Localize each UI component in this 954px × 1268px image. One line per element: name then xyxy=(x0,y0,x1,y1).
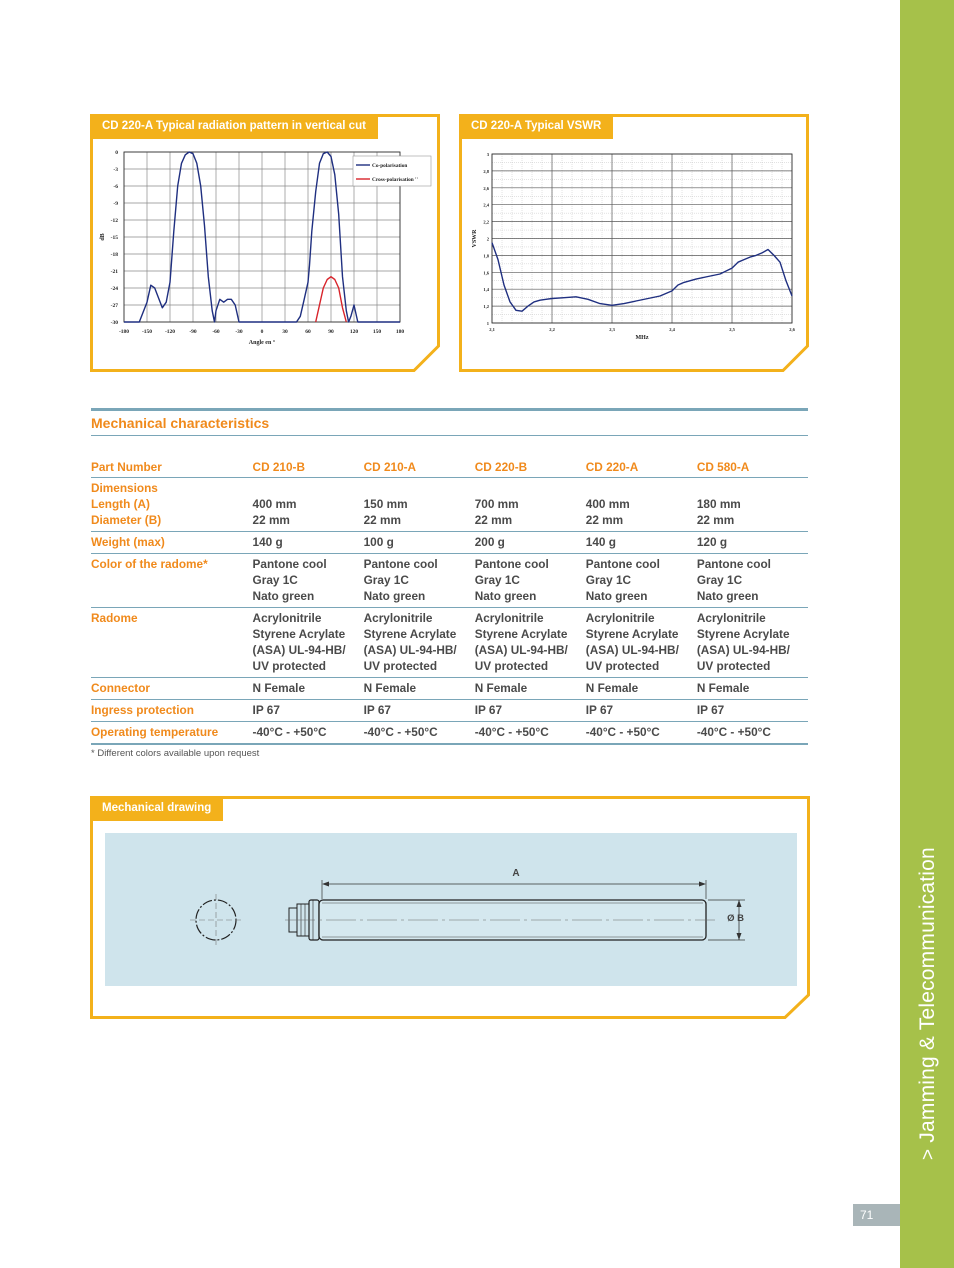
table-cell: 400 mm 22 mm xyxy=(586,478,697,532)
row-label: Weight (max) xyxy=(91,532,253,554)
antenna-drawing xyxy=(105,833,797,986)
table-cell: Pantone cool Gray 1C Nato green xyxy=(586,554,697,608)
table-cell: Acrylonitrile Styrene Acrylate (ASA) UL-94-HB/ UV protected xyxy=(586,608,697,678)
radiation-chart-frame xyxy=(90,114,440,372)
radiation-chart xyxy=(90,114,440,372)
table-cell: -40°C - +50°C xyxy=(697,722,808,745)
spec-table xyxy=(91,457,808,745)
x-tick-label: 30 xyxy=(282,329,288,335)
header-model: CD 210-B xyxy=(253,457,364,478)
table-cell: IP 67 xyxy=(586,700,697,722)
y-tick-label: 1,8 xyxy=(483,253,489,259)
radiation-chart-tab: CD 220-A Typical radiation pattern in vertical cut xyxy=(90,114,378,139)
x-tick-label: -90 xyxy=(189,329,197,335)
page-number: 71 xyxy=(853,1204,900,1226)
y-tick-label: 1,4 xyxy=(483,287,489,293)
x-tick-label: 120 xyxy=(349,329,359,335)
footnote: * Different colors available upon request xyxy=(91,748,260,759)
header-model: CD 220-A xyxy=(586,457,697,478)
table-cell: 180 mm 22 mm xyxy=(697,478,808,532)
table-cell: 700 mm 22 mm xyxy=(475,478,586,532)
mechanical-heading-bar xyxy=(91,408,808,436)
y-axis-label: dB xyxy=(100,233,106,241)
drawing-area xyxy=(105,833,797,986)
y-tick-label: -12 xyxy=(110,218,118,224)
y-tick-label: -6 xyxy=(113,184,118,190)
table-cell: Acrylonitrile Styrene Acrylate (ASA) UL-94-HB/ UV protected xyxy=(253,608,364,678)
table-cell: IP 67 xyxy=(475,700,586,722)
y-tick-label: -30 xyxy=(110,320,118,326)
x-tick-label: 2,6 xyxy=(789,327,795,332)
header-label: Part Number xyxy=(91,457,253,478)
table-row xyxy=(91,532,808,554)
table-cell: N Female xyxy=(586,678,697,700)
x-tick-label: 60 xyxy=(305,329,311,335)
legend-label: Co-polarisation xyxy=(372,163,408,169)
table-cell: N Female xyxy=(697,678,808,700)
x-tick-label: -180 xyxy=(118,329,130,335)
y-tick-label: 2,6 xyxy=(483,185,489,191)
x-tick-label: 150 xyxy=(372,329,382,335)
x-tick-label: -60 xyxy=(212,329,220,335)
y-tick-label: 2,2 xyxy=(483,219,489,225)
table-cell: N Female xyxy=(253,678,364,700)
mechanical-heading: Mechanical characteristics xyxy=(91,415,270,431)
header-model: CD 220-B xyxy=(475,457,586,478)
table-row xyxy=(91,608,808,678)
x-axis-label: Angle en ° xyxy=(248,340,276,346)
table-cell: IP 67 xyxy=(697,700,808,722)
table-cell: Pantone cool Gray 1C Nato green xyxy=(475,554,586,608)
row-label: Ingress protection xyxy=(91,700,253,722)
table-cell: N Female xyxy=(475,678,586,700)
table-cell: -40°C - +50°C xyxy=(586,722,697,745)
vswr-chart-frame xyxy=(459,114,809,372)
table-cell: 140 g xyxy=(253,532,364,554)
y-tick-label: -27 xyxy=(110,303,118,309)
y-tick-label: 2,4 xyxy=(483,202,489,208)
table-row xyxy=(91,678,808,700)
table-cell: Pantone cool Gray 1C Nato green xyxy=(364,554,475,608)
x-axis-label: MHz xyxy=(635,335,649,341)
y-tick-label: -3 xyxy=(113,167,118,173)
y-tick-label: -21 xyxy=(110,269,118,275)
radome-tube xyxy=(285,900,715,940)
table-cell: 200 g xyxy=(475,532,586,554)
drawing-tab: Mechanical drawing xyxy=(90,796,223,821)
table-cell: IP 67 xyxy=(364,700,475,722)
table-cell: -40°C - +50°C xyxy=(364,722,475,745)
table-cell: IP 67 xyxy=(253,700,364,722)
row-label: Dimensions Length (A) Diameter (B) xyxy=(91,478,253,532)
chevron-right-icon: > xyxy=(918,1148,939,1160)
legend-label: Cross-polarisation '' xyxy=(372,177,418,183)
y-tick-label: -9 xyxy=(113,201,118,207)
table-cell: Acrylonitrile Styrene Acrylate (ASA) UL-94-HB/ UV protected xyxy=(697,608,808,678)
x-tick-label: 180 xyxy=(395,329,405,335)
dimension-a xyxy=(322,868,706,899)
table-header-row xyxy=(91,457,808,478)
table-cell: 100 g xyxy=(364,532,475,554)
row-label: Operating temperature xyxy=(91,722,253,745)
y-tick-label: 2 xyxy=(486,236,489,242)
header-model: CD 210-A xyxy=(364,457,475,478)
table-row xyxy=(91,700,808,722)
chart-legend xyxy=(353,156,431,186)
dimension-b-label: Ø B xyxy=(727,913,744,924)
table-cell: Acrylonitrile Styrene Acrylate (ASA) UL-94-HB/ UV protected xyxy=(475,608,586,678)
x-tick-label: 0 xyxy=(260,329,264,335)
x-tick-label: 2,2 xyxy=(549,327,555,332)
table-cell: -40°C - +50°C xyxy=(253,722,364,745)
dimension-a-label: A xyxy=(512,868,520,879)
y-tick-label: 1 xyxy=(486,321,489,326)
table-cell: 150 mm 22 mm xyxy=(364,478,475,532)
y-tick-label: 1,2 xyxy=(483,304,489,310)
x-tick-label: 2,1 xyxy=(489,327,495,332)
x-tick-label: -30 xyxy=(235,329,243,335)
y-tick-label: 1,6 xyxy=(483,270,489,276)
chart-grid xyxy=(492,154,792,323)
table-cell: -40°C - +50°C xyxy=(475,722,586,745)
table-row xyxy=(91,478,808,532)
y-tick-label: -24 xyxy=(110,286,118,292)
table-cell: N Female xyxy=(364,678,475,700)
y-tick-label: 2,8 xyxy=(483,168,489,174)
x-tick-label: 2,4 xyxy=(669,327,675,332)
table-cell: 400 mm 22 mm xyxy=(253,478,364,532)
section-title-text: Jamming & Telecommunication xyxy=(916,847,939,1143)
row-label: Connector xyxy=(91,678,253,700)
y-tick-label: 0 xyxy=(115,150,118,156)
x-tick-label: 90 xyxy=(328,329,334,335)
end-view xyxy=(190,894,242,946)
table-cell: Acrylonitrile Styrene Acrylate (ASA) UL-94-HB/ UV protected xyxy=(364,608,475,678)
table-cell: 120 g xyxy=(697,532,808,554)
y-tick-label: -15 xyxy=(110,235,118,241)
vswr-chart-tab: CD 220-A Typical VSWR xyxy=(459,114,613,139)
y-tick-label: -18 xyxy=(110,252,118,258)
vswr-chart xyxy=(459,114,809,372)
table-cell: Pantone cool Gray 1C Nato green xyxy=(697,554,808,608)
table-cell: Pantone cool Gray 1C Nato green xyxy=(253,554,364,608)
section-title xyxy=(916,847,940,1160)
table-row xyxy=(91,554,808,608)
header-model: CD 580-A xyxy=(697,457,808,478)
row-label: Color of the radome* xyxy=(91,554,253,608)
table-row xyxy=(91,722,808,745)
x-tick-label: 2,5 xyxy=(729,327,735,332)
y-axis-label: VSWR xyxy=(472,229,478,248)
row-label: Radome xyxy=(91,608,253,678)
x-tick-label: -120 xyxy=(164,329,176,335)
x-tick-label: 2,3 xyxy=(609,327,615,332)
y-tick-label: 3 xyxy=(486,152,489,157)
table-cell: 140 g xyxy=(586,532,697,554)
x-tick-label: -150 xyxy=(141,329,153,335)
